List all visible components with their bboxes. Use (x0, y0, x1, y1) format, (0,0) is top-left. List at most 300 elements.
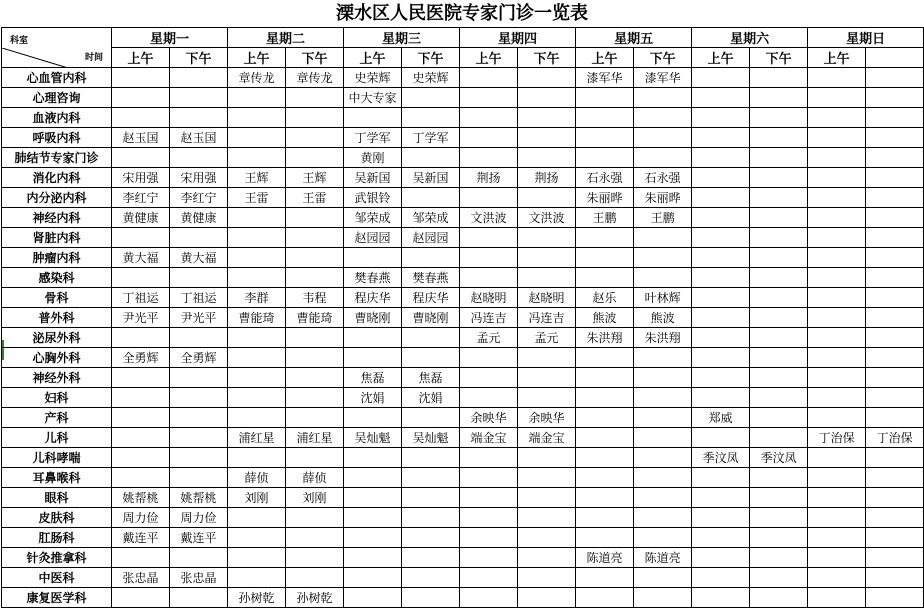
doctor-cell (866, 468, 924, 488)
doctor-cell: 王辉 (228, 168, 286, 188)
doctor-cell (634, 368, 692, 388)
doctor-cell (228, 208, 286, 228)
doctor-cell: 赵乐 (576, 288, 634, 308)
doctor-cell (286, 128, 344, 148)
doctor-cell: 丁学军 (402, 128, 460, 148)
doctor-cell (692, 128, 750, 148)
doctor-cell (808, 188, 866, 208)
department-name: 血液内科 (2, 108, 112, 128)
doctor-cell (402, 548, 460, 568)
doctor-cell: 王辉 (286, 168, 344, 188)
department-name: 神经外科 (2, 368, 112, 388)
doctor-cell (576, 488, 634, 508)
day-header: 星期六 (692, 28, 808, 48)
doctor-cell (692, 168, 750, 188)
doctor-cell: 尹光平 (112, 308, 170, 328)
doctor-cell (518, 348, 576, 368)
doctor-cell (228, 228, 286, 248)
doctor-cell (750, 508, 808, 528)
table-row (2, 268, 924, 288)
table-row (2, 348, 924, 368)
doctor-cell (750, 588, 808, 608)
doctor-cell (692, 148, 750, 168)
doctor-cell (576, 528, 634, 548)
doctor-cell (634, 388, 692, 408)
day-header: 星期五 (576, 28, 692, 48)
table-row (2, 508, 924, 528)
day-header-row (2, 28, 924, 48)
doctor-cell: 曹能琦 (286, 308, 344, 328)
doctor-cell: 丁祖运 (112, 288, 170, 308)
doctor-cell: 沈娟 (402, 388, 460, 408)
doctor-cell: 吴灿魁 (344, 428, 402, 448)
doctor-cell: 丁治保 (866, 428, 924, 448)
table-row (2, 208, 924, 228)
doctor-cell (808, 208, 866, 228)
doctor-cell: 王鹏 (634, 208, 692, 228)
doctor-cell: 朱丽晔 (576, 188, 634, 208)
doctor-cell (402, 408, 460, 428)
doctor-cell: 史荣辉 (402, 68, 460, 88)
doctor-cell (460, 128, 518, 148)
doctor-cell (228, 388, 286, 408)
doctor-cell (750, 328, 808, 348)
doctor-cell: 赵园园 (344, 228, 402, 248)
doctor-cell: 全勇辉 (170, 348, 228, 368)
doctor-cell (750, 68, 808, 88)
doctor-cell (808, 468, 866, 488)
doctor-cell (460, 248, 518, 268)
doctor-cell: 吴新国 (402, 168, 460, 188)
doctor-cell (808, 488, 866, 508)
doctor-cell (518, 188, 576, 208)
doctor-cell: 全勇辉 (112, 348, 170, 368)
doctor-cell (808, 368, 866, 388)
doctor-cell (344, 548, 402, 568)
doctor-cell (808, 408, 866, 428)
half-day-header: 上午 (112, 48, 170, 68)
doctor-cell (228, 108, 286, 128)
doctor-cell (808, 328, 866, 348)
doctor-cell (286, 208, 344, 228)
corner-dept-label: 科室 (10, 35, 29, 46)
doctor-cell: 樊春燕 (402, 268, 460, 288)
half-day-header: 下午 (518, 48, 576, 68)
day-header: 星期三 (344, 28, 460, 48)
doctor-cell (402, 568, 460, 588)
department-name: 肺结节专家门诊 (2, 148, 112, 168)
doctor-cell (866, 68, 924, 88)
doctor-cell (170, 428, 228, 448)
doctor-cell: 余映华 (518, 408, 576, 428)
doctor-cell: 季汶凤 (692, 448, 750, 468)
doctor-cell (576, 128, 634, 148)
doctor-cell (112, 108, 170, 128)
department-name: 儿科哮喘 (2, 448, 112, 468)
doctor-cell (286, 508, 344, 528)
doctor-cell (692, 68, 750, 88)
doctor-cell (634, 148, 692, 168)
doctor-cell (576, 428, 634, 448)
department-name: 消化内科 (2, 168, 112, 188)
doctor-cell (634, 488, 692, 508)
doctor-cell (460, 568, 518, 588)
doctor-cell (750, 228, 808, 248)
department-name: 妇科 (2, 388, 112, 408)
doctor-cell: 文洪波 (460, 208, 518, 228)
doctor-cell: 戴连平 (112, 528, 170, 548)
doctor-cell (750, 528, 808, 548)
doctor-cell (634, 248, 692, 268)
department-name: 产科 (2, 408, 112, 428)
doctor-cell (170, 328, 228, 348)
doctor-cell (170, 68, 228, 88)
doctor-cell (112, 548, 170, 568)
table-row (2, 108, 924, 128)
doctor-cell (286, 268, 344, 288)
doctor-cell (518, 88, 576, 108)
doctor-cell (460, 488, 518, 508)
doctor-cell (808, 448, 866, 468)
doctor-cell: 沈娟 (344, 388, 402, 408)
table-row (2, 548, 924, 568)
doctor-cell (518, 588, 576, 608)
doctor-cell (286, 148, 344, 168)
doctor-cell (866, 348, 924, 368)
doctor-cell: 邹荣成 (402, 208, 460, 228)
doctor-cell: 薛侦 (228, 468, 286, 488)
doctor-cell: 宋用强 (112, 168, 170, 188)
doctor-cell (286, 568, 344, 588)
doctor-cell (518, 108, 576, 128)
doctor-cell (286, 448, 344, 468)
doctor-cell: 黄健康 (112, 208, 170, 228)
doctor-cell (344, 568, 402, 588)
doctor-cell (228, 508, 286, 528)
doctor-cell (692, 328, 750, 348)
doctor-cell (634, 508, 692, 528)
doctor-cell: 章传龙 (228, 68, 286, 88)
doctor-cell (170, 368, 228, 388)
doctor-cell (112, 228, 170, 248)
doctor-cell (460, 468, 518, 488)
doctor-cell (460, 108, 518, 128)
doctor-cell: 薛侦 (286, 468, 344, 488)
doctor-cell (866, 328, 924, 348)
doctor-cell (518, 228, 576, 248)
table-row (2, 568, 924, 588)
table-row (2, 68, 924, 88)
doctor-cell (518, 388, 576, 408)
doctor-cell (866, 388, 924, 408)
doctor-cell (460, 228, 518, 248)
doctor-cell (866, 168, 924, 188)
doctor-cell (808, 548, 866, 568)
day-header: 星期日 (808, 28, 924, 48)
doctor-cell (750, 348, 808, 368)
doctor-cell: 赵玉国 (170, 128, 228, 148)
doctor-cell (286, 368, 344, 388)
doctor-cell (344, 108, 402, 128)
doctor-cell (344, 528, 402, 548)
doctor-cell (518, 548, 576, 568)
doctor-cell: 程庆华 (344, 288, 402, 308)
doctor-cell: 荆扬 (518, 168, 576, 188)
doctor-cell (228, 328, 286, 348)
doctor-cell: 叶林辉 (634, 288, 692, 308)
doctor-cell (112, 408, 170, 428)
doctor-cell (402, 88, 460, 108)
doctor-cell: 武银铃 (344, 188, 402, 208)
doctor-cell (576, 508, 634, 528)
corner-cell (2, 28, 112, 68)
doctor-cell (286, 388, 344, 408)
doctor-cell (518, 488, 576, 508)
doctor-cell (170, 228, 228, 248)
doctor-cell (228, 268, 286, 288)
doctor-cell: 焦磊 (344, 368, 402, 388)
doctor-cell (866, 248, 924, 268)
table-row (2, 368, 924, 388)
doctor-cell: 姚帮桃 (170, 488, 228, 508)
doctor-cell (866, 108, 924, 128)
department-name: 呼吸内科 (2, 128, 112, 148)
table-row (2, 408, 924, 428)
doctor-cell (692, 228, 750, 248)
doctor-cell (170, 548, 228, 568)
doctor-cell (808, 148, 866, 168)
doctor-cell (112, 428, 170, 448)
doctor-cell: 丁祖运 (170, 288, 228, 308)
doctor-cell (692, 88, 750, 108)
doctor-cell (460, 368, 518, 388)
doctor-cell: 孟元 (460, 328, 518, 348)
department-name: 神经内科 (2, 208, 112, 228)
doctor-cell: 文洪波 (518, 208, 576, 228)
doctor-cell (692, 288, 750, 308)
doctor-cell (286, 88, 344, 108)
doctor-cell: 漆军华 (576, 68, 634, 88)
doctor-cell (344, 488, 402, 508)
department-name: 感染科 (2, 268, 112, 288)
doctor-cell (576, 248, 634, 268)
half-day-header: 上午 (808, 48, 866, 68)
doctor-cell (286, 328, 344, 348)
doctor-cell: 邹荣成 (344, 208, 402, 228)
doctor-cell (576, 228, 634, 248)
doctor-cell (460, 68, 518, 88)
doctor-cell (692, 568, 750, 588)
doctor-cell: 周力俭 (170, 508, 228, 528)
doctor-cell: 刘刚 (228, 488, 286, 508)
doctor-cell (576, 108, 634, 128)
doctor-cell (634, 348, 692, 368)
doctor-cell (112, 268, 170, 288)
doctor-cell (750, 408, 808, 428)
doctor-cell (460, 448, 518, 468)
table-row (2, 128, 924, 148)
doctor-cell (576, 268, 634, 288)
doctor-cell: 孙树乾 (228, 588, 286, 608)
doctor-cell (228, 568, 286, 588)
doctor-cell: 朱丽晔 (634, 188, 692, 208)
doctor-cell: 朱洪翔 (634, 328, 692, 348)
doctor-cell (750, 108, 808, 128)
table-row (2, 288, 924, 308)
doctor-cell (750, 548, 808, 568)
doctor-cell (692, 208, 750, 228)
doctor-cell (866, 188, 924, 208)
doctor-cell (518, 128, 576, 148)
department-name: 康复医学科 (2, 588, 112, 608)
doctor-cell (402, 488, 460, 508)
day-header: 星期四 (460, 28, 576, 48)
doctor-cell (460, 348, 518, 368)
doctor-cell (750, 388, 808, 408)
doctor-cell (808, 248, 866, 268)
doctor-cell (286, 548, 344, 568)
doctor-cell (402, 148, 460, 168)
doctor-cell (402, 528, 460, 548)
doctor-cell: 曹晓刚 (402, 308, 460, 328)
doctor-cell (170, 468, 228, 488)
doctor-cell (692, 348, 750, 368)
table-row (2, 588, 924, 608)
doctor-cell (344, 588, 402, 608)
table-row (2, 248, 924, 268)
doctor-cell (170, 88, 228, 108)
doctor-cell (634, 228, 692, 248)
doctor-cell (344, 468, 402, 488)
department-name: 普外科 (2, 308, 112, 328)
day-header: 星期二 (228, 28, 344, 48)
doctor-cell: 荆扬 (460, 168, 518, 188)
page-title: 溧水区人民医院专家门诊一览表 (336, 3, 588, 24)
doctor-cell (170, 388, 228, 408)
doctor-cell (576, 148, 634, 168)
doctor-cell (866, 448, 924, 468)
doctor-cell (460, 388, 518, 408)
doctor-cell (866, 228, 924, 248)
doctor-cell (344, 328, 402, 348)
doctor-cell (460, 508, 518, 528)
doctor-cell (576, 588, 634, 608)
doctor-cell (402, 188, 460, 208)
doctor-cell: 浦红星 (228, 428, 286, 448)
doctor-cell: 赵晓明 (518, 288, 576, 308)
doctor-cell (228, 248, 286, 268)
doctor-cell (808, 348, 866, 368)
doctor-cell (634, 448, 692, 468)
doctor-cell: 丁学军 (344, 128, 402, 148)
doctor-cell (808, 568, 866, 588)
doctor-cell (808, 128, 866, 148)
doctor-cell (750, 148, 808, 168)
doctor-cell: 李群 (228, 288, 286, 308)
doctor-cell (112, 368, 170, 388)
doctor-cell: 孟元 (518, 328, 576, 348)
doctor-cell: 端金宝 (518, 428, 576, 448)
doctor-cell (692, 468, 750, 488)
doctor-cell (866, 368, 924, 388)
doctor-cell (228, 448, 286, 468)
table-row (2, 308, 924, 328)
doctor-cell (228, 368, 286, 388)
doctor-cell: 吴新国 (344, 168, 402, 188)
doctor-cell (808, 588, 866, 608)
doctor-cell (286, 248, 344, 268)
doctor-cell (808, 168, 866, 188)
doctor-cell (344, 408, 402, 428)
half-day-header: 上午 (692, 48, 750, 68)
doctor-cell: 冯连吉 (460, 308, 518, 328)
doctor-cell (518, 468, 576, 488)
doctor-cell (692, 248, 750, 268)
doctor-cell (576, 348, 634, 368)
doctor-cell (402, 508, 460, 528)
doctor-cell: 冯连吉 (518, 308, 576, 328)
doctor-cell (402, 588, 460, 608)
doctor-cell: 赵园园 (402, 228, 460, 248)
doctor-cell: 黄刚 (344, 148, 402, 168)
doctor-cell: 焦磊 (402, 368, 460, 388)
doctor-cell (112, 468, 170, 488)
schedule-table (1, 27, 924, 608)
doctor-cell (170, 408, 228, 428)
doctor-cell (692, 368, 750, 388)
doctor-cell (518, 508, 576, 528)
doctor-cell (112, 88, 170, 108)
doctor-cell (750, 488, 808, 508)
doctor-cell: 王雷 (286, 188, 344, 208)
doctor-cell (692, 268, 750, 288)
table-row (2, 488, 924, 508)
doctor-cell: 史荣辉 (344, 68, 402, 88)
doctor-cell: 中大专家 (344, 88, 402, 108)
doctor-cell: 端金宝 (460, 428, 518, 448)
doctor-cell (402, 108, 460, 128)
doctor-cell (808, 508, 866, 528)
department-name: 儿科 (2, 428, 112, 448)
doctor-cell (460, 188, 518, 208)
doctor-cell (692, 308, 750, 328)
doctor-cell: 丁治保 (808, 428, 866, 448)
doctor-cell (808, 68, 866, 88)
table-row (2, 188, 924, 208)
doctor-cell (518, 68, 576, 88)
table-row (2, 148, 924, 168)
doctor-cell (692, 548, 750, 568)
doctor-cell (750, 268, 808, 288)
doctor-cell (808, 108, 866, 128)
doctor-cell (576, 408, 634, 428)
doctor-cell (228, 408, 286, 428)
doctor-cell: 浦红星 (286, 428, 344, 448)
doctor-cell (170, 148, 228, 168)
doctor-cell (692, 588, 750, 608)
doctor-cell (344, 348, 402, 368)
doctor-cell (402, 248, 460, 268)
doctor-cell (228, 528, 286, 548)
doctor-cell: 郑威 (692, 408, 750, 428)
department-name: 皮肤科 (2, 508, 112, 528)
doctor-cell (808, 528, 866, 548)
doctor-cell (286, 348, 344, 368)
table-row (2, 168, 924, 188)
doctor-cell (576, 388, 634, 408)
doctor-cell (112, 448, 170, 468)
doctor-cell (576, 568, 634, 588)
